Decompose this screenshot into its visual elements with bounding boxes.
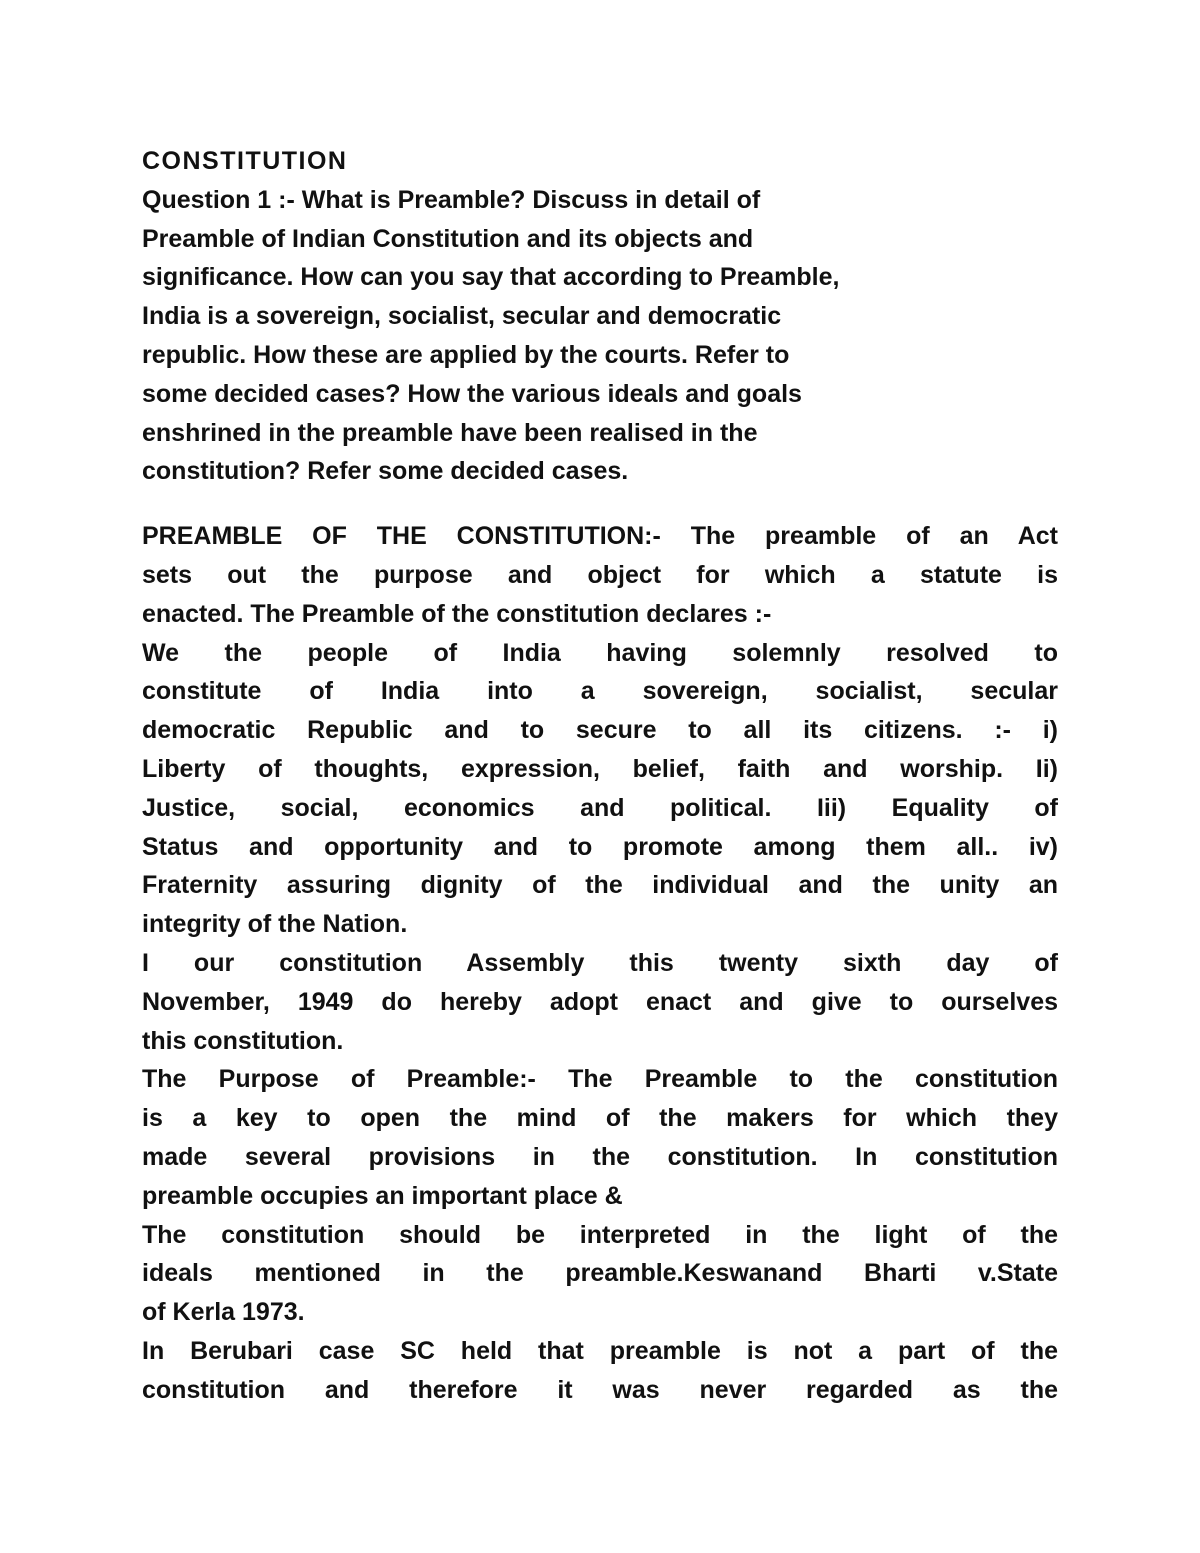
body-line: enacted. The Preamble of the constitution declares :- bbox=[142, 599, 772, 628]
question-line: Preamble of Indian Constitution and its objects and bbox=[142, 224, 754, 253]
body-line: Justice, social, economics and political. Iii) Equality of bbox=[142, 793, 1058, 822]
document-title: CONSTITUTION bbox=[142, 147, 348, 175]
body-line: November, 1949 do hereby adopt enact and give to ourselves bbox=[142, 987, 1058, 1016]
question-block bbox=[142, 181, 1058, 491]
body-line: this constitution. bbox=[142, 1026, 344, 1055]
body-line: sets out the purpose and object for which a statute is bbox=[142, 560, 1058, 589]
body-line: integrity of the Nation. bbox=[142, 910, 408, 939]
body-line: Status and opportunity and to promote among them all.. iv) bbox=[142, 832, 1058, 861]
question-line: significance. How can you say that according to Preamble, bbox=[142, 263, 840, 292]
body-line: of Kerla 1973. bbox=[142, 1298, 305, 1327]
question-line: India is a sovereign, socialist, secular and democratic bbox=[142, 302, 782, 331]
body-line: PREAMBLE OF THE CONSTITUTION:- The preamble of an Act bbox=[142, 522, 1058, 551]
question-line: republic. How these are applied by the courts. Refer to bbox=[142, 340, 790, 369]
document-page bbox=[142, 142, 1058, 1410]
question-line: Question 1 :- What is Preamble? Discuss in detail of bbox=[142, 185, 761, 214]
body-line: preamble occupies an important place & bbox=[142, 1181, 623, 1210]
body-line: is a key to open the mind of the makers for which they bbox=[142, 1104, 1058, 1133]
body-line: In Berubari case SC held that preamble is not a part of the bbox=[142, 1336, 1058, 1365]
question-line: some decided cases? How the various ideals and goals bbox=[142, 379, 802, 408]
body-line: constitute of India into a sovereign, socialist, secular bbox=[142, 677, 1058, 706]
body-line: Fraternity assuring dignity of the individual and the unity an bbox=[142, 871, 1058, 900]
question-line: constitution? Refer some decided cases. bbox=[142, 457, 629, 486]
body-line: ideals mentioned in the preamble.Keswanand Bharti v.State bbox=[142, 1259, 1058, 1288]
question-line: enshrined in the preamble have been realised in the bbox=[142, 418, 758, 447]
body-line: Liberty of thoughts, expression, belief, faith and worship. Ii) bbox=[142, 754, 1058, 783]
body-line: The Purpose of Preamble:- The Preamble to the constitution bbox=[142, 1065, 1058, 1094]
answer-block bbox=[142, 517, 1058, 1409]
body-line: constitution and therefore it was never regarded as the bbox=[142, 1375, 1058, 1404]
body-line: made several provisions in the constitution. In constitution bbox=[142, 1142, 1058, 1171]
paragraph-spacer bbox=[142, 491, 1058, 517]
body-line: democratic Republic and to secure to all its citizens. :- i) bbox=[142, 716, 1058, 745]
body-line: We the people of India having solemnly resolved to bbox=[142, 638, 1058, 667]
body-line: The constitution should be interpreted in the light of the bbox=[142, 1220, 1058, 1249]
body-line: I our constitution Assembly this twenty sixth day of bbox=[142, 948, 1058, 977]
